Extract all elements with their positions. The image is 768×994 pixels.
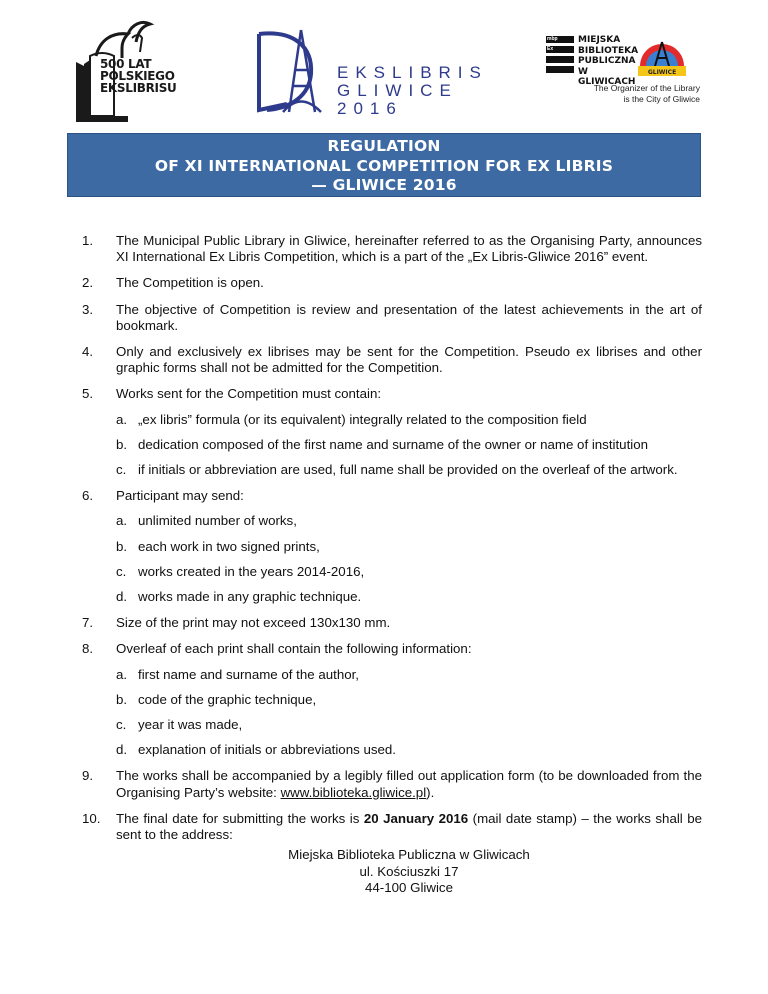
deadline-date: 20 January 2016 bbox=[363, 810, 469, 826]
logo-city-label: GLIWICE bbox=[647, 69, 677, 76]
regulation-list bbox=[82, 233, 702, 897]
sub-item-letter: d. bbox=[116, 589, 128, 605]
organizer-line: The Organizer of the Library bbox=[593, 83, 700, 93]
list-item bbox=[82, 233, 702, 265]
item-text-part: ). bbox=[426, 784, 435, 800]
address-line: ul. Kościuszki 17 bbox=[359, 863, 459, 879]
item-number: 8. bbox=[82, 641, 94, 657]
sub-item-letter: a. bbox=[116, 666, 128, 682]
sub-item-text: works made in any graphic technique. bbox=[138, 589, 362, 605]
sub-item-text: works created in the years 2014-2016, bbox=[138, 563, 365, 579]
list-item bbox=[82, 344, 702, 376]
logo-bar bbox=[546, 46, 574, 53]
logo-bar bbox=[546, 66, 574, 73]
address-line: Miejska Biblioteka Publiczna w Gliwicach bbox=[288, 847, 530, 863]
list-item bbox=[82, 488, 702, 504]
list-item bbox=[82, 302, 702, 334]
logo-ekslibris-line: GLIWICE bbox=[337, 81, 458, 100]
list-item bbox=[82, 615, 702, 631]
sub-item-letter: a. bbox=[116, 513, 128, 529]
logo-ekslibris-line: 2016 bbox=[337, 99, 403, 118]
sub-item bbox=[116, 513, 702, 529]
item-text-part: The final date for submitting the works is bbox=[116, 810, 364, 826]
item-text: The Municipal Public Library in Gliwice, hereinafter referred to as the Organising Party, announces XI International Ex Libris Competition, which is a part of the „Ex Libris-Gliwice 2016” event. bbox=[116, 233, 702, 265]
sub-item-text: dedication composed of the first name and surname of the owner or name of institution bbox=[138, 436, 649, 452]
logo-library-line: W GLIWICACH bbox=[578, 66, 636, 87]
list-item bbox=[82, 386, 702, 402]
logo-library-line: BIBLIOTEKA bbox=[578, 45, 639, 56]
item-text: The Competition is open. bbox=[116, 275, 264, 291]
sub-item-letter: d. bbox=[116, 742, 128, 758]
item-number: 4. bbox=[82, 344, 94, 360]
item-text bbox=[116, 768, 702, 800]
list-item bbox=[82, 811, 702, 843]
item-number: 2. bbox=[82, 275, 94, 291]
item-text-part: The works shall be accompanied by a legibly filled out application form (to be downloaded from the Organising Party’s website: bbox=[116, 768, 702, 800]
city-emblem-icon bbox=[636, 34, 688, 80]
sub-item-letter: b. bbox=[116, 691, 128, 707]
sub-item bbox=[116, 692, 702, 708]
logo-bar bbox=[546, 36, 574, 43]
sub-item bbox=[116, 412, 702, 428]
banner-title-line: — GLIWICE 2016 bbox=[311, 176, 457, 194]
logo-500-line: EKSLIBRISU bbox=[100, 81, 177, 95]
sub-item-text: unlimited number of works, bbox=[138, 513, 297, 529]
item-number: 9. bbox=[82, 768, 94, 784]
sub-item bbox=[116, 564, 702, 580]
sub-item bbox=[116, 717, 702, 733]
sub-item-text: first name and surname of the author, bbox=[138, 666, 360, 682]
item-number: 7. bbox=[82, 615, 94, 631]
logo-500-line: 500 LAT bbox=[100, 57, 152, 71]
item-text: Size of the print may not exceed 130x130 mm. bbox=[116, 615, 391, 631]
sub-item bbox=[116, 742, 702, 758]
item-number: 5. bbox=[82, 386, 94, 402]
logo-ekslibris-gliwice-2016 bbox=[253, 26, 493, 118]
banner-title-line: OF XI INTERNATIONAL COMPETITION FOR EX LIBRIS bbox=[154, 156, 614, 175]
item-text-part: (mail date stamp) – the works shall be sent to the address: bbox=[116, 810, 703, 843]
logo-ekslibris-line: EKSLIBRIS bbox=[337, 63, 488, 82]
item-text: Participant may send: bbox=[116, 488, 244, 504]
organizer-note bbox=[590, 83, 700, 105]
eiffel-book-icon bbox=[253, 26, 337, 118]
sub-item-text: „ex libris” formula (or its equivalent) integrally related to the composition field bbox=[138, 411, 587, 427]
item-number: 6. bbox=[82, 488, 94, 504]
sub-item-text: code of the graphic technique, bbox=[138, 691, 317, 707]
logo-city-of-gliwice bbox=[636, 34, 688, 80]
item-text: The objective of Competition is review and presentation of the latest achievements in the art of bookmark. bbox=[116, 301, 702, 333]
item-number: 3. bbox=[82, 301, 94, 317]
logo-bar-label: mbp bbox=[547, 36, 558, 42]
logo-bar-label: Ex bbox=[547, 46, 554, 52]
sub-item bbox=[116, 667, 702, 683]
sub-item-text: if initials or abbreviation are used, full name shall be provided on the overleaf of the artwork. bbox=[138, 462, 678, 478]
sub-item-letter: b. bbox=[116, 436, 128, 452]
postal-address bbox=[116, 847, 702, 897]
sub-item-letter: a. bbox=[116, 411, 128, 427]
item-number: 1. bbox=[82, 233, 94, 248]
item-text: Only and exclusively ex librises may be sent for the Competition. Pseudo ex librises and other graphic forms shall not be admitted for the Competition. bbox=[116, 344, 702, 376]
sub-item-letter: b. bbox=[116, 538, 128, 554]
list-item bbox=[82, 768, 702, 800]
item-text bbox=[116, 811, 702, 843]
item-number: 10. bbox=[82, 810, 101, 826]
item-text: Works sent for the Competition must contain: bbox=[116, 386, 382, 402]
sub-item-letter: c. bbox=[116, 563, 127, 579]
address-line: 44-100 Gliwice bbox=[365, 880, 453, 896]
title-banner bbox=[67, 133, 701, 197]
sub-item bbox=[116, 462, 702, 478]
sub-item-text: explanation of initials or abbreviations used. bbox=[138, 742, 396, 758]
sub-item bbox=[116, 437, 702, 453]
sub-item-text: year it was made, bbox=[138, 717, 243, 733]
list-item bbox=[82, 641, 702, 657]
sub-item bbox=[116, 539, 702, 555]
logo-library-line: PUBLICZNA bbox=[578, 56, 636, 66]
logo-500-lat-polskiego-ekslibrisu bbox=[70, 18, 180, 128]
list-item bbox=[82, 275, 702, 291]
logo-miejska-biblioteka bbox=[546, 35, 639, 87]
item-text: Overleaf of each print shall contain the following information: bbox=[116, 641, 472, 657]
sub-item bbox=[116, 589, 702, 605]
logo-library-line: MIEJSKA bbox=[578, 35, 621, 45]
organizer-line: is the City of Gliwice bbox=[623, 94, 700, 104]
banner-title-line: REGULATION bbox=[327, 137, 441, 155]
sub-item-text: each work in two signed prints, bbox=[138, 538, 320, 554]
logo-bar bbox=[546, 56, 574, 63]
sub-item-letter: c. bbox=[116, 717, 127, 733]
sub-item-letter: c. bbox=[116, 462, 127, 478]
website-link[interactable]: www.biblioteka.gliwice.pl bbox=[280, 784, 427, 800]
logo-500-line: POLSKIEGO bbox=[100, 69, 175, 83]
